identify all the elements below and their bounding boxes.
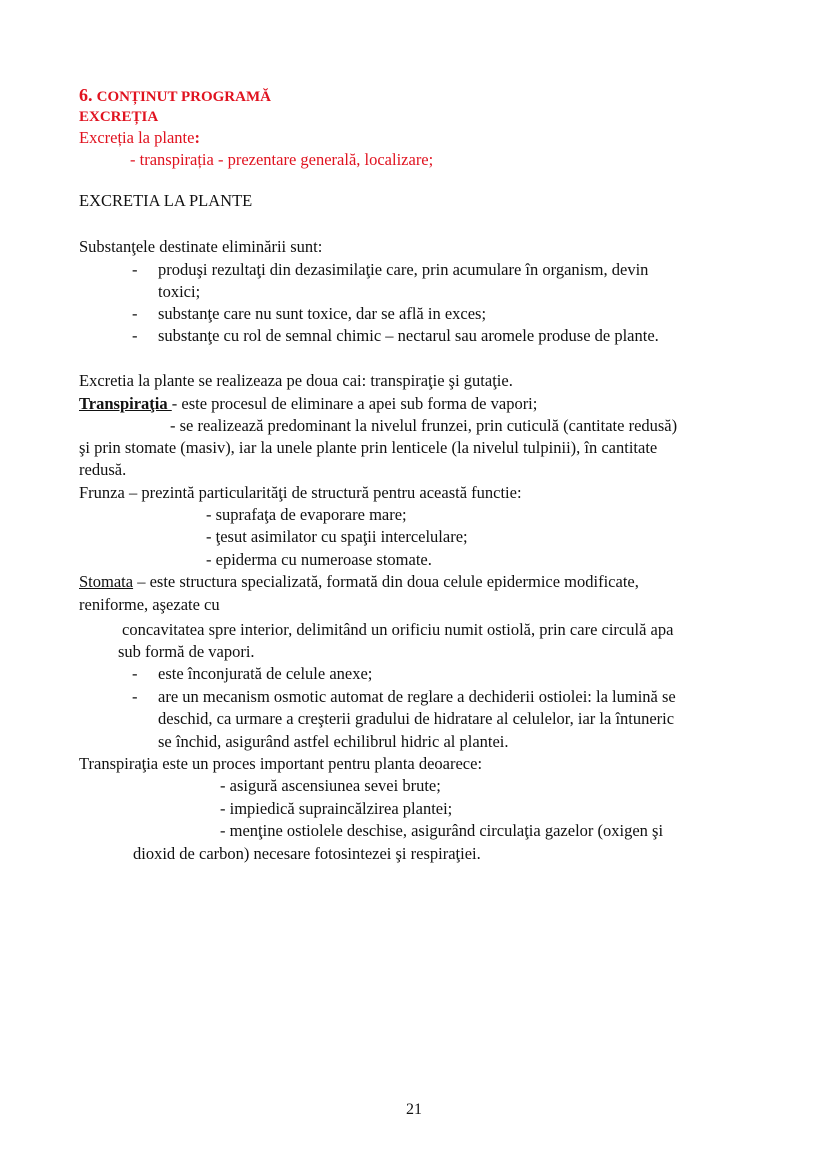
list-dash: - <box>132 687 138 706</box>
importance-item: - menţine ostiolele deschise, asigurând circulaţia gazelor (oxigen şi <box>220 821 664 840</box>
importance-intro: Transpiraţia este un proces important pentru planta deoarece: <box>79 754 483 773</box>
leaf-item: - suprafaţa de evaporare mare; <box>206 505 407 524</box>
transpiration-location-line: - se realizează predominant la nivelul frunzei, prin cuticulă (cantitate redusă) <box>170 416 678 435</box>
list-item-continuation: toxici; <box>158 282 201 301</box>
stomata-definition-line: concavitatea spre interior, delimitând un orificiu numit ostiolă, prin care circulă apa <box>122 620 674 639</box>
stomata-item: are un mecanism osmotic automat de reglare a dechiderii ostiolei: la lumină se <box>158 687 676 706</box>
stomata-item-continuation: se închid, asigurând astfel echilibrul hidric al plantei. <box>158 732 509 751</box>
section-number: 6. <box>79 85 93 105</box>
section-heading <box>79 84 271 108</box>
importance-item-continuation: dioxid de carbon) necesare fotosintezei şi respiraţiei. <box>133 844 481 863</box>
transpiration-definition <box>79 393 537 415</box>
transpiration-location-line: şi prin stomate (masiv), iar la unele plante prin lenticele (la nivelul tulpinii), în cantitate <box>79 438 658 457</box>
list-item: substanţe cu rol de semnal chimic – nectarul sau aromele produse de plante. <box>158 326 659 345</box>
list-dash: - <box>132 304 138 323</box>
transpiration-location-line: redusă. <box>79 460 127 479</box>
topic-item: - transpirația - prezentare generală, localizare; <box>130 150 434 169</box>
list-item: produşi rezultaţi din dezasimilaţie care, prin acumulare în organism, devin <box>158 260 649 279</box>
importance-item: - asigură ascensiunea sevei brute; <box>220 776 441 795</box>
list-dash: - <box>132 260 138 279</box>
leaf-item: - ţesut asimilator cu spaţii intercelulare; <box>206 527 468 546</box>
topic-label <box>79 127 200 149</box>
list-item: substanţe care nu sunt toxice, dar se află in exces; <box>158 304 487 323</box>
transpiration-term: Transpiraţia <box>79 394 172 413</box>
stomata-term: Stomata <box>79 572 134 591</box>
substances-intro: Substanţele destinate eliminării sunt: <box>79 237 323 256</box>
list-dash: - <box>132 664 138 683</box>
list-dash: - <box>132 326 138 345</box>
topic-label-text: Excreția la plante <box>79 128 195 147</box>
main-heading: EXCRETIA LA PLANTE <box>79 191 253 210</box>
stomata-def-text: – este structura specializată, formată din doua celule epidermice modificate, <box>133 572 639 591</box>
stomata-definition <box>79 571 639 593</box>
section-title: CONȚINUT PROGRAMĂ <box>96 89 271 105</box>
stomata-definition-line: reniforme, aşezate cu <box>79 595 220 614</box>
topic-colon: : <box>194 128 200 147</box>
importance-item: - impiedică supraincălzirea plantei; <box>220 799 453 818</box>
leaf-intro: Frunza – prezintă particularităţi de structură pentru această functie: <box>79 483 522 502</box>
transpiration-def-text: - este procesul de eliminare a apei sub forma de vapori; <box>171 394 538 413</box>
stomata-definition-line: sub formă de vapori. <box>118 642 255 661</box>
excretion-ways: Excretia la plante se realizeaza pe doua cai: transpiraţie şi gutaţie. <box>79 371 513 390</box>
subsection-title: EXCREȚIA <box>79 109 159 125</box>
stomata-item: este înconjurată de celule anexe; <box>158 664 373 683</box>
stomata-item-continuation: deschid, ca urmare a creşterii gradului de hidratare al celulelor, iar la întuneric <box>158 709 675 728</box>
page-number: 21 <box>406 1101 422 1118</box>
leaf-item: - epiderma cu numeroase stomate. <box>206 550 432 569</box>
